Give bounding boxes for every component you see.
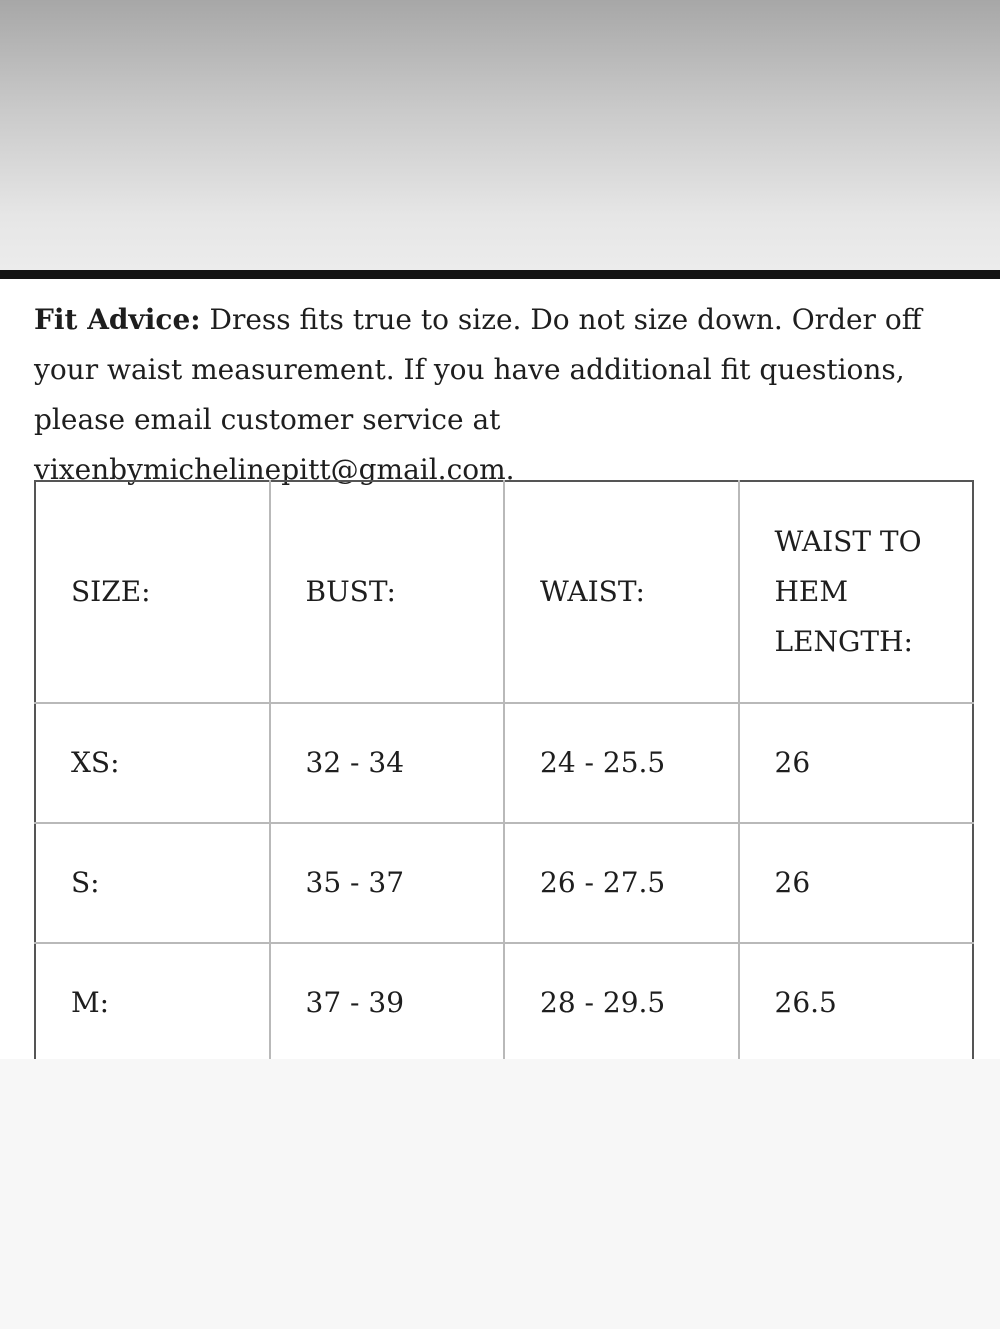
table-header-row xyxy=(35,481,973,703)
cell-size: M: xyxy=(35,943,270,1059)
cell-bust: 37 - 39 xyxy=(270,943,505,1059)
cell-waist: 26 - 27.5 xyxy=(504,823,739,943)
cell-waist-to-hem: 26 xyxy=(739,703,974,823)
cell-waist-to-hem: 26 xyxy=(739,823,974,943)
table-row xyxy=(35,703,973,823)
header-divider xyxy=(0,270,1000,279)
header-waist: WAIST: xyxy=(504,481,739,703)
cell-waist: 24 - 25.5 xyxy=(504,703,739,823)
header-bust: BUST: xyxy=(270,481,505,703)
size-chart-table xyxy=(34,480,974,1059)
fit-advice-text: Dress fits true to size. Do not size down. Order off your waist measurement. If you have additional fit questions, please email customer service at vixenbymichelinepitt@gmail.com. xyxy=(34,303,922,486)
cell-size: S: xyxy=(35,823,270,943)
cell-size: XS: xyxy=(35,703,270,823)
top-gradient-area xyxy=(0,0,1000,270)
fit-advice-paragraph xyxy=(34,295,974,495)
bottom-blank-area xyxy=(0,1059,1000,1329)
cell-waist-to-hem: 26.5 xyxy=(739,943,974,1059)
table-row xyxy=(35,823,973,943)
table-row xyxy=(35,943,973,1059)
cell-bust: 32 - 34 xyxy=(270,703,505,823)
header-waist-to-hem-length: WAIST TO HEM LENGTH: xyxy=(739,481,974,703)
cell-bust: 35 - 37 xyxy=(270,823,505,943)
cell-waist: 28 - 29.5 xyxy=(504,943,739,1059)
fit-advice-label: Fit Advice: xyxy=(34,303,201,336)
product-details-panel xyxy=(0,279,1000,1059)
header-size: SIZE: xyxy=(35,481,270,703)
